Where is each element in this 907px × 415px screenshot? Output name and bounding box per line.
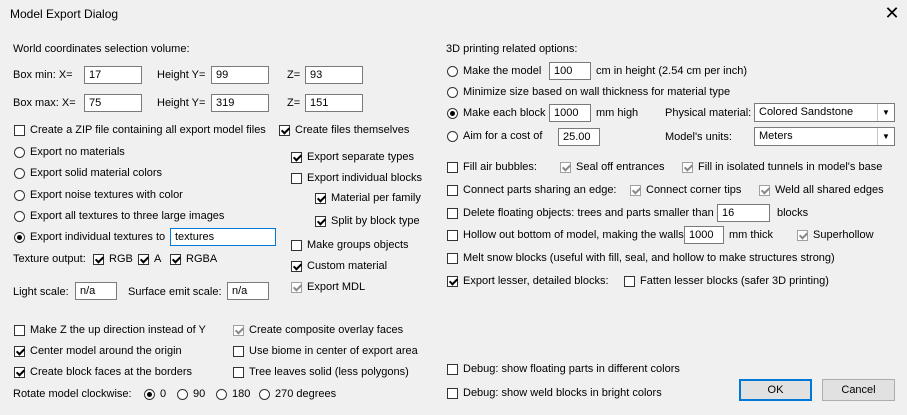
fill-tunnels-label: Fill in isolated tunnels in model's base [698, 161, 883, 173]
fatten-lesser-checkbox[interactable] [624, 276, 635, 287]
box-min-z-input[interactable]: 93 [305, 66, 363, 84]
surface-emit-input[interactable]: n/a [227, 282, 269, 300]
world-coords-heading: World coordinates selection volume: [13, 43, 190, 55]
min-height-label: Height Y= [157, 69, 206, 81]
rotate-180-label: 180 [232, 388, 251, 400]
box-max-y-input[interactable]: 319 [211, 94, 269, 112]
seal-entrances-checkbox[interactable] [560, 162, 571, 173]
create-files-label: Create files themselves [295, 124, 410, 136]
block-faces-label: Create block faces at the borders [30, 366, 193, 378]
fill-bubbles-checkbox[interactable] [447, 162, 458, 173]
connect-parts-label: Connect parts sharing an edge: [463, 184, 617, 196]
export-lesser-checkbox[interactable] [447, 276, 458, 287]
z-up-label: Make Z the up direction instead of Y [30, 324, 206, 336]
wall-thickness-suffix: mm thick [729, 229, 773, 241]
cost-radio[interactable] [447, 131, 458, 142]
rotate-180-radio[interactable] [216, 389, 227, 400]
delete-floating-label: Delete floating objects: trees and parts smaller than [463, 207, 714, 219]
rotate-90-label: 90 [193, 388, 206, 400]
rotate-0-radio[interactable] [144, 389, 155, 400]
superhollow-label: Superhollow [813, 229, 874, 241]
split-by-block-checkbox[interactable] [315, 216, 326, 227]
max-z-label: Z= [287, 97, 301, 109]
melt-snow-checkbox[interactable] [447, 253, 458, 264]
separate-types-checkbox[interactable] [291, 152, 302, 163]
rgb-label: RGB [109, 253, 133, 265]
box-min-x-input[interactable]: 17 [84, 66, 142, 84]
minimize-label: Minimize size based on wall thickness for material type [463, 86, 731, 98]
tree-leaves-label: Tree leaves solid (less polygons) [249, 366, 409, 378]
rgb-checkbox[interactable] [93, 254, 104, 265]
split-by-block-label: Split by block type [331, 215, 420, 227]
cost-input[interactable]: 25.00 [558, 128, 600, 146]
groups-objects-checkbox[interactable] [291, 240, 302, 251]
export-mdl-label: Export MDL [307, 281, 366, 293]
export-lesser-label: Export lesser, detailed blocks: [463, 275, 609, 287]
physical-material-value: Colored Sandstone [759, 106, 854, 118]
each-block-radio[interactable] [447, 108, 458, 119]
alpha-checkbox[interactable] [138, 254, 149, 265]
custom-material-checkbox[interactable] [291, 261, 302, 272]
make-model-label: Make the model [463, 65, 542, 77]
fill-bubbles-label: Fill air bubbles: [463, 161, 537, 173]
printing-heading: 3D printing related options: [446, 43, 578, 55]
minimize-radio[interactable] [447, 87, 458, 98]
zip-label: Create a ZIP file containing all export model files [30, 124, 266, 136]
block-height-suffix: mm high [596, 107, 639, 119]
each-block-label: Make each block [463, 107, 546, 119]
window-title: Model Export Dialog [10, 7, 119, 21]
export-no-materials-label: Export no materials [30, 146, 125, 158]
hollow-checkbox[interactable] [447, 230, 458, 241]
groups-objects-label: Make groups objects [307, 239, 409, 251]
floating-size-input[interactable]: 16 [717, 204, 770, 222]
units-dropdown[interactable] [754, 127, 895, 146]
export-individual-textures-radio[interactable] [14, 232, 25, 243]
export-noise-textures-radio[interactable] [14, 190, 25, 201]
floating-size-suffix: blocks [777, 207, 809, 219]
rotate-270-label: 270 degrees [275, 388, 337, 400]
box-min-y-input[interactable]: 99 [211, 66, 269, 84]
corner-tips-label: Connect corner tips [646, 184, 742, 196]
make-model-radio[interactable] [447, 66, 458, 77]
weld-shared-checkbox[interactable] [759, 185, 770, 196]
wall-thickness-input[interactable]: 1000 [684, 226, 724, 244]
chevron-down-icon: ▼ [877, 128, 894, 145]
superhollow-checkbox[interactable] [797, 230, 808, 241]
chevron-down-icon: ▼ [877, 104, 894, 121]
z-up-checkbox[interactable] [14, 325, 25, 336]
fatten-lesser-label: Fatten lesser blocks (safer 3D printing) [640, 275, 829, 287]
weld-shared-label: Weld all shared edges [775, 184, 884, 196]
rgba-checkbox[interactable] [170, 254, 181, 265]
cost-label: Aim for a cost of [463, 130, 543, 142]
individual-blocks-label: Export individual blocks [307, 172, 422, 184]
model-height-suffix: cm in height (2.54 cm per inch) [596, 65, 748, 77]
export-solid-colors-radio[interactable] [14, 168, 25, 179]
physical-material-label: Physical material: [665, 107, 752, 119]
box-max-z-input[interactable]: 151 [305, 94, 363, 112]
create-files-checkbox[interactable] [279, 125, 290, 136]
max-height-label: Height Y= [157, 97, 206, 109]
export-solid-colors-label: Export solid material colors [30, 167, 163, 179]
ok-button[interactable]: OK [739, 379, 812, 401]
debug-floating-checkbox[interactable] [447, 364, 458, 375]
units-label: Model's units: [665, 131, 732, 143]
rotate-label: Rotate model clockwise: [13, 388, 132, 400]
units-value: Meters [759, 130, 793, 142]
fill-tunnels-checkbox[interactable] [682, 162, 693, 173]
corner-tips-checkbox[interactable] [630, 185, 641, 196]
texture-output-label: Texture output: [13, 253, 86, 265]
physical-material-dropdown[interactable] [754, 103, 895, 122]
cancel-button[interactable]: Cancel [822, 379, 895, 401]
light-scale-input[interactable]: n/a [75, 282, 117, 300]
composite-faces-label: Create composite overlay faces [249, 324, 404, 336]
material-per-family-label: Material per family [331, 192, 421, 204]
melt-snow-label: Melt snow blocks (useful with fill, seal, and hollow to make structures strong) [463, 252, 835, 264]
debug-floating-label: Debug: show floating parts in different colors [463, 363, 680, 375]
material-per-family-checkbox[interactable] [315, 193, 326, 204]
box-min-label: Box min: X= [13, 69, 73, 81]
hollow-label: Hollow out bottom of model, making the walls [463, 229, 684, 241]
rotate-0-label: 0 [160, 388, 167, 400]
rotate-270-radio[interactable] [259, 389, 270, 400]
block-faces-checkbox[interactable] [14, 367, 25, 378]
tree-leaves-checkbox[interactable] [233, 367, 244, 378]
surface-emit-label: Surface emit scale: [128, 286, 222, 298]
export-large-images-label: Export all textures to three large images [30, 210, 225, 222]
connect-parts-checkbox[interactable] [447, 185, 458, 196]
alpha-label: A [154, 253, 162, 265]
debug-weld-label: Debug: show weld blocks in bright colors [463, 387, 662, 399]
center-model-checkbox[interactable] [14, 346, 25, 357]
model-height-input[interactable]: 100 [549, 62, 591, 80]
close-icon[interactable]: ✕ [884, 3, 900, 23]
light-scale-label: Light scale: [13, 286, 69, 298]
export-large-images-radio[interactable] [14, 211, 25, 222]
seal-entrances-label: Seal off entrances [576, 161, 665, 173]
export-noise-textures-label: Export noise textures with color [30, 189, 183, 201]
block-height-input[interactable]: 1000 [549, 104, 591, 122]
box-max-label: Box max: X= [13, 97, 76, 109]
composite-faces-checkbox[interactable] [233, 325, 244, 336]
individual-blocks-checkbox[interactable] [291, 173, 302, 184]
export-individual-textures-label: Export individual textures to [30, 231, 166, 243]
texture-folder-input[interactable]: textures [170, 228, 276, 246]
delete-floating-checkbox[interactable] [447, 208, 458, 219]
min-z-label: Z= [287, 69, 301, 81]
center-model-label: Center model around the origin [30, 345, 182, 357]
export-no-materials-radio[interactable] [14, 147, 25, 158]
debug-weld-checkbox[interactable] [447, 388, 458, 399]
zip-checkbox[interactable] [14, 125, 25, 136]
rgba-label: RGBA [186, 253, 218, 265]
separate-types-label: Export separate types [307, 151, 415, 163]
biome-checkbox[interactable] [233, 346, 244, 357]
custom-material-label: Custom material [307, 260, 388, 272]
rotate-90-radio[interactable] [177, 389, 188, 400]
export-mdl-checkbox[interactable] [291, 282, 302, 293]
biome-label: Use biome in center of export area [249, 345, 418, 357]
box-max-x-input[interactable]: 75 [84, 94, 142, 112]
